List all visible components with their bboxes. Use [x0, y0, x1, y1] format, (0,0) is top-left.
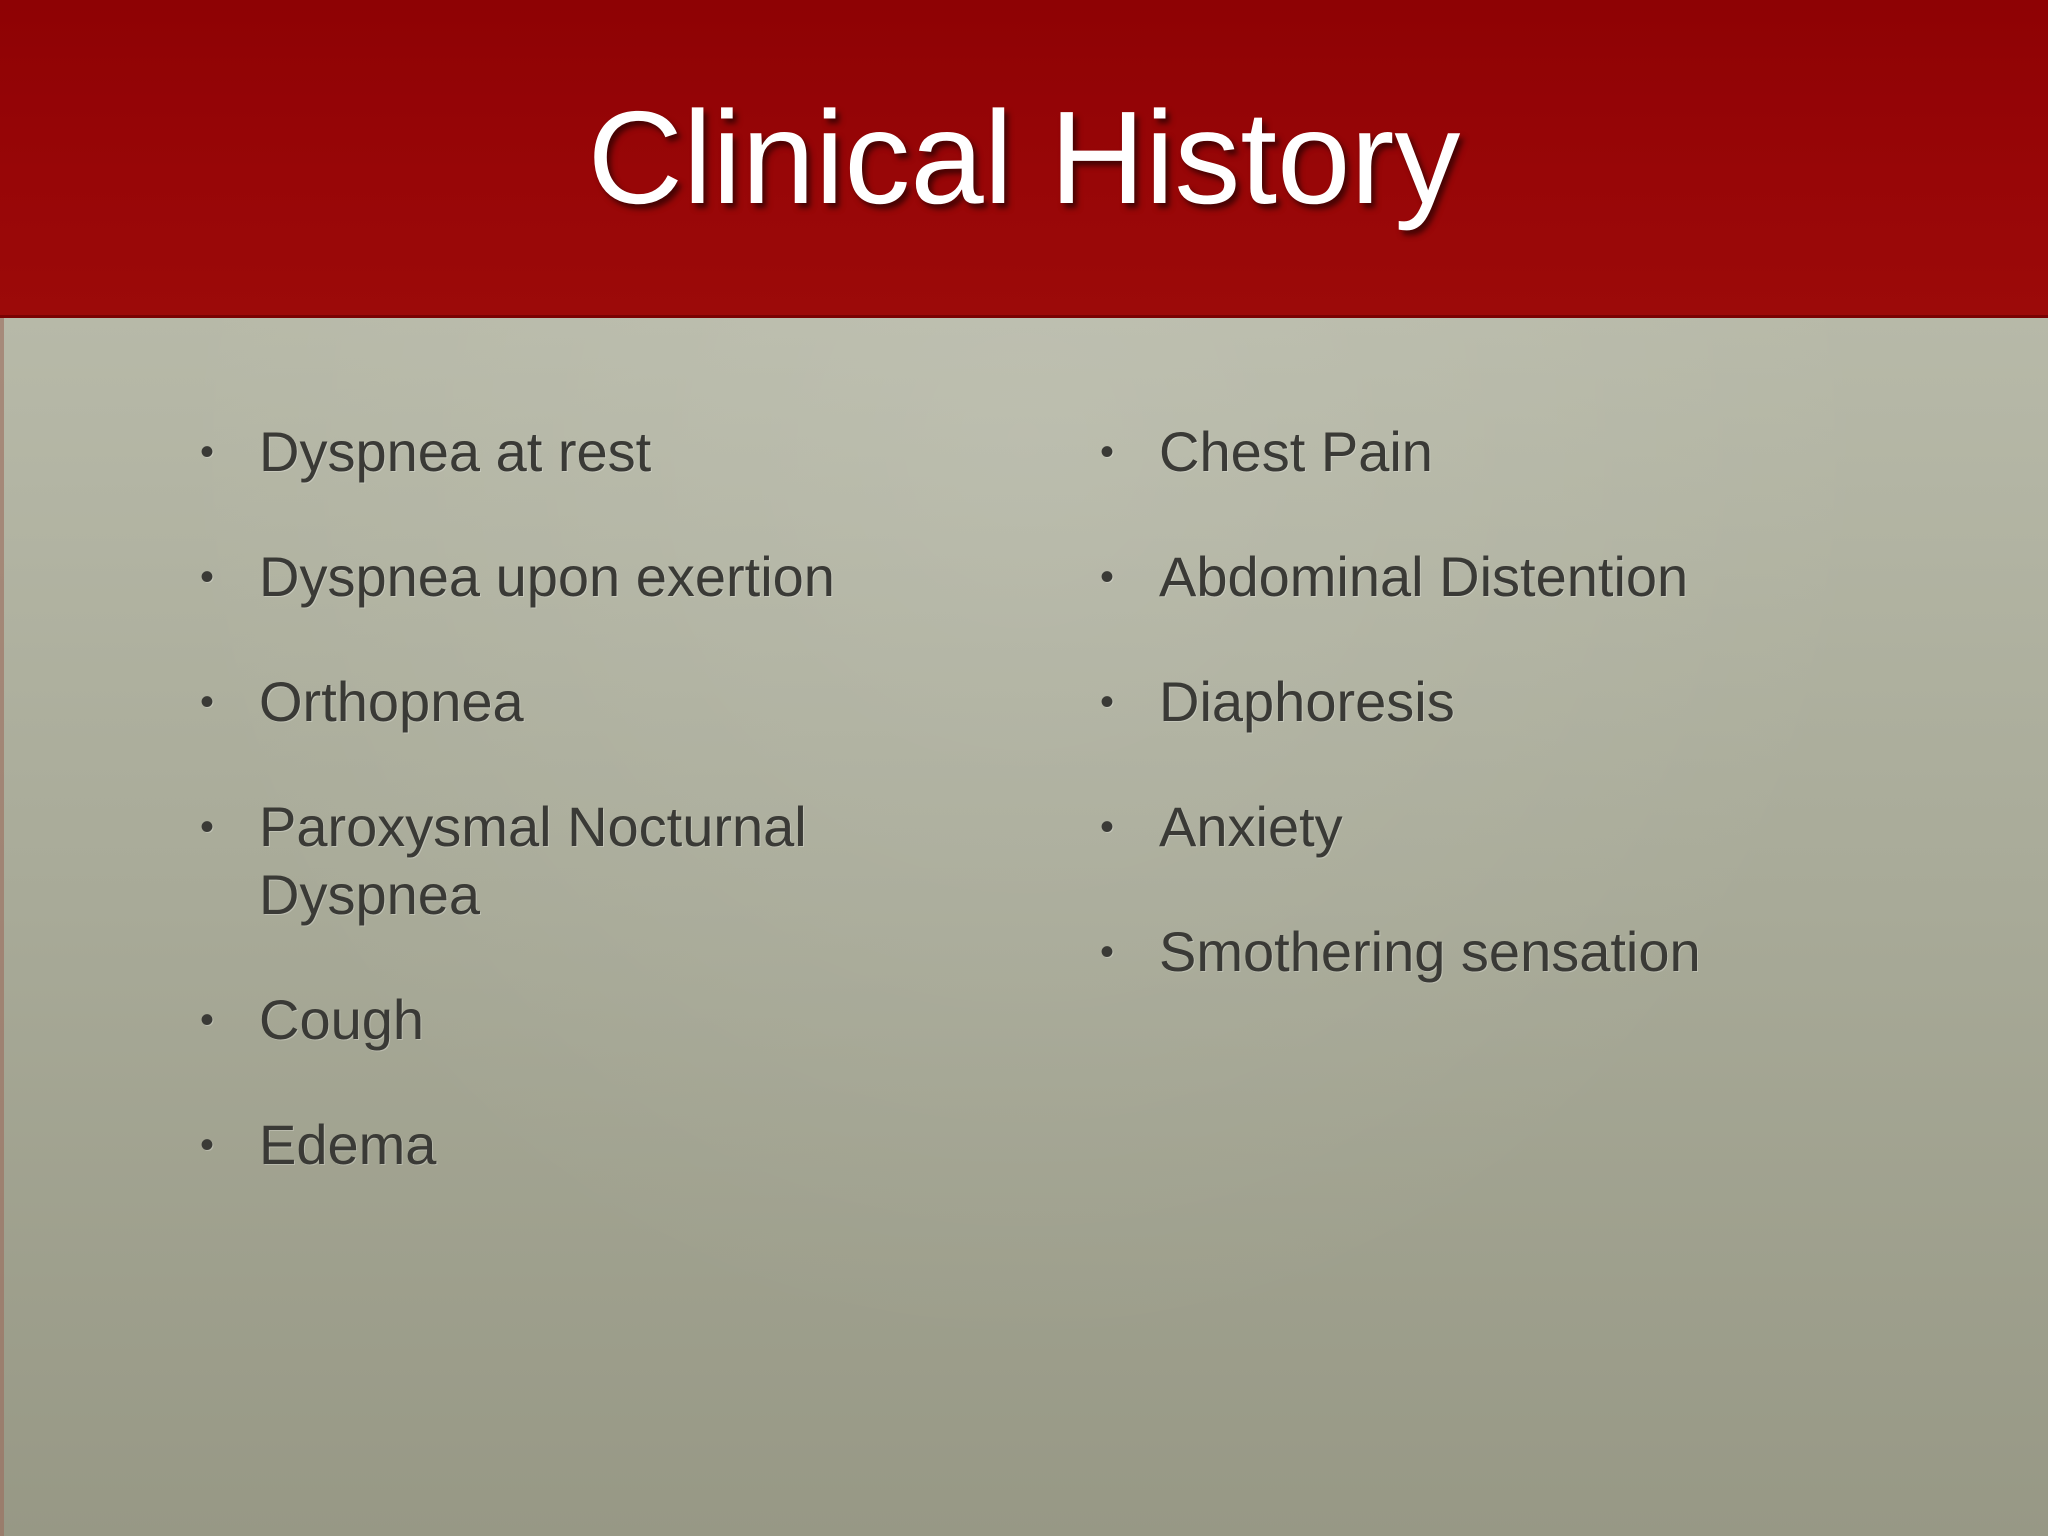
list-item-text: Orthopnea [259, 670, 524, 733]
list-item [1095, 543, 1895, 611]
title-banner [0, 0, 2048, 318]
slide-body [0, 318, 2048, 1536]
list-item [195, 418, 915, 486]
list-item [195, 1111, 915, 1179]
right-bullet-list [1095, 418, 1895, 1043]
list-item-text: Chest Pain [1159, 420, 1433, 483]
list-item-text: Dyspnea at rest [259, 420, 652, 483]
list-item [1095, 793, 1895, 861]
bullet-icon: • [199, 1123, 214, 1167]
bullet-icon: • [1099, 430, 1114, 474]
bullet-icon: • [199, 430, 214, 474]
list-item-text: Dyspnea upon exertion [259, 545, 835, 608]
bullet-icon: • [199, 680, 214, 724]
list-item [1095, 668, 1895, 736]
left-bullet-list [195, 418, 915, 1236]
list-item [195, 986, 915, 1054]
list-item [195, 543, 915, 611]
bullet-icon: • [1099, 680, 1114, 724]
slide-title: Clinical History [587, 84, 1461, 231]
list-item-text: Cough [259, 988, 425, 1051]
list-item-text: Abdominal Distention [1159, 545, 1689, 608]
bullet-icon: • [199, 805, 214, 849]
list-item-text: Paroxysmal Nocturnal Dyspnea [259, 795, 807, 926]
bullet-icon: • [1099, 555, 1114, 599]
list-item [1095, 918, 1895, 986]
list-item-text: Diaphoresis [1159, 670, 1455, 733]
bullet-icon: • [1099, 805, 1114, 849]
bullet-icon: • [199, 998, 214, 1042]
list-item-text: Anxiety [1159, 795, 1343, 858]
list-item [195, 793, 859, 929]
list-item-text: Smothering sensation [1159, 920, 1701, 983]
list-item [195, 668, 915, 736]
list-item-text: Edema [259, 1113, 437, 1176]
list-item [1095, 418, 1895, 486]
bullet-icon: • [199, 555, 214, 599]
bullet-icon: • [1099, 930, 1114, 974]
